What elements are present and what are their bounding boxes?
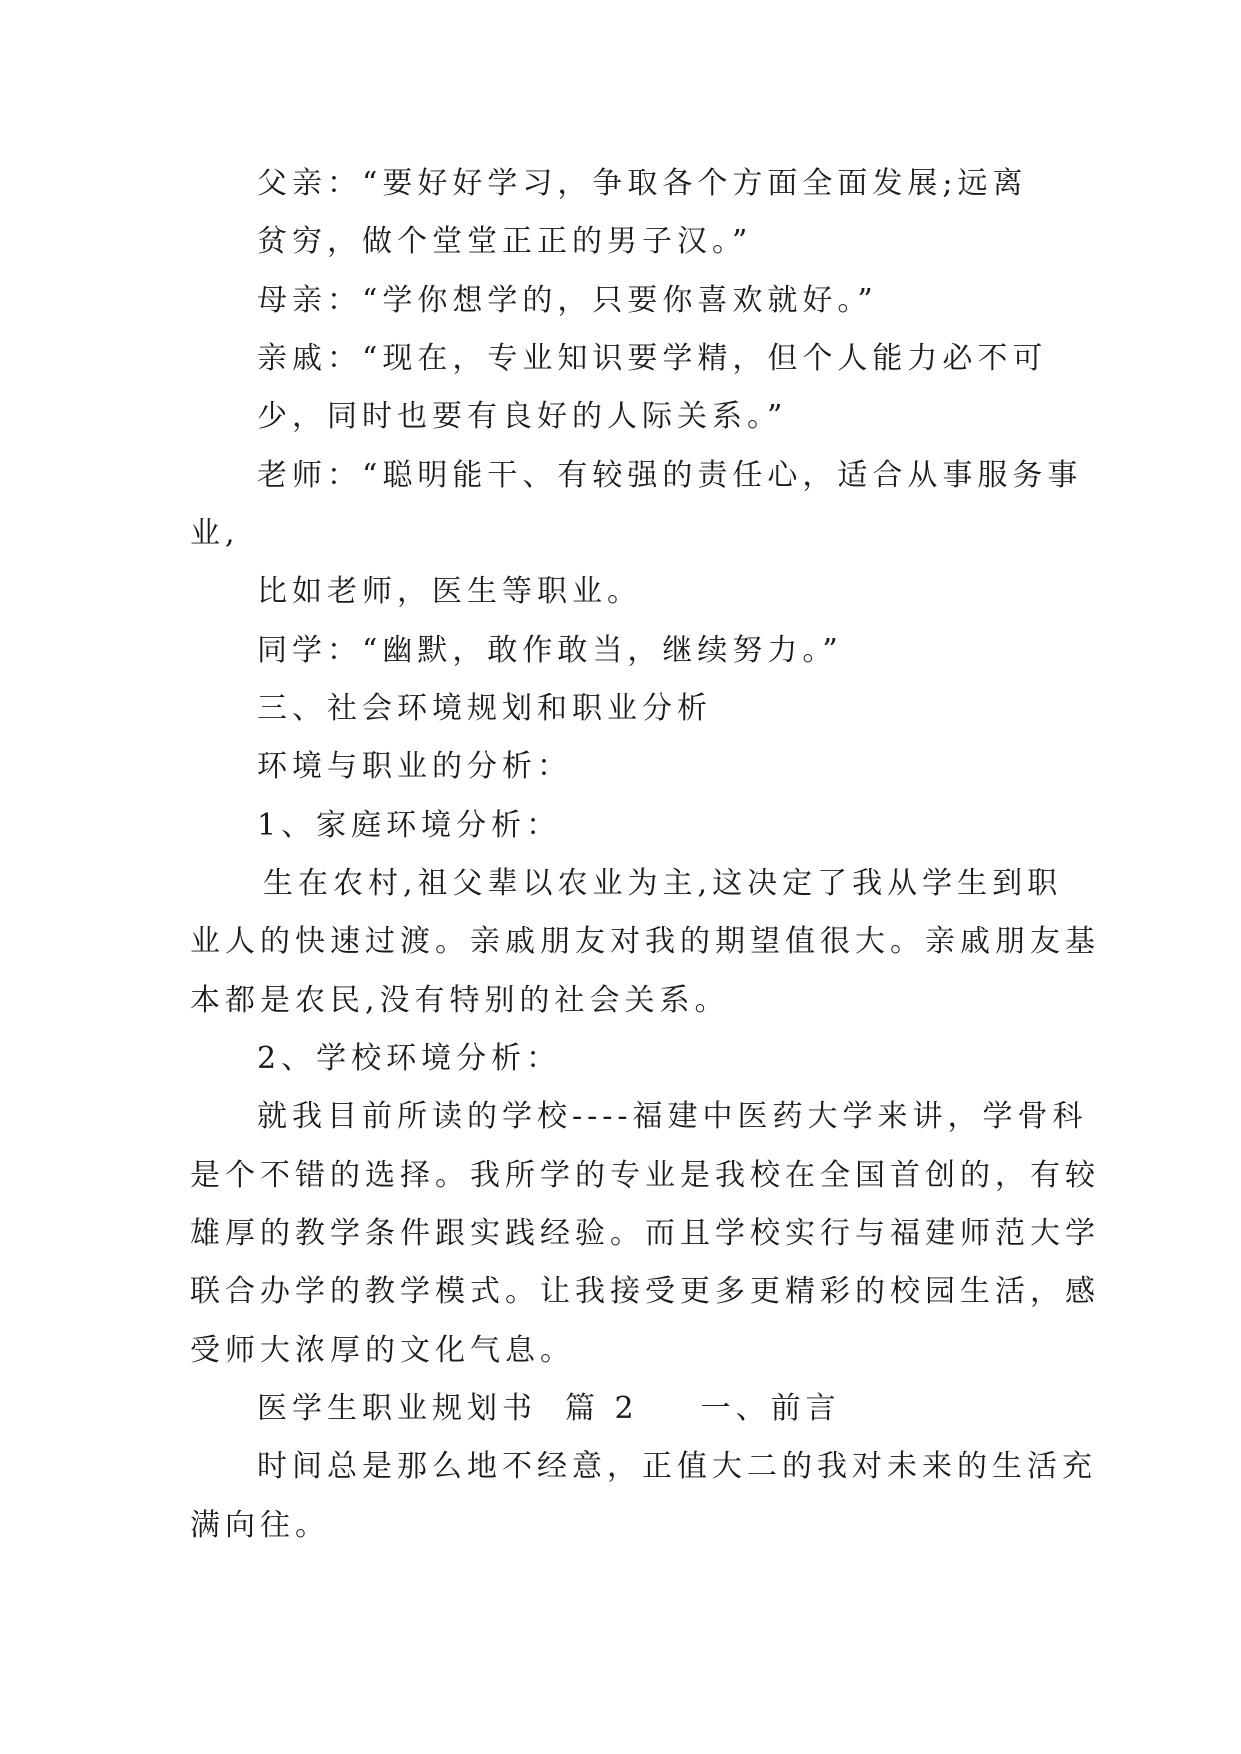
paragraph-classmate-quote: 同学：“幽默，敢作敢当，继续努力。” [257, 633, 843, 668]
paragraph-school-line4: 联合办学的教学模式。让我接受更多更精彩的校园生活，感 [190, 1274, 1100, 1309]
subheading-environment-career-analysis: 环境与职业的分析： [257, 749, 572, 784]
paragraph-teacher-quote-line3: 比如老师，医生等职业。 [257, 574, 642, 609]
paragraph-preface-line1: 时间总是那么地不经意，正值大二的我对未来的生活充 [257, 1449, 1097, 1484]
paragraph-family-line3: 本都是农民,没有特别的社会关系。 [190, 983, 730, 1018]
paragraph-family-line1: 生在农村,祖父辈以农业为主,这决定了我从学生到职 [263, 866, 1063, 901]
paragraph-relatives-quote-line1: 亲戚：“现在，专业知识要学精，但个人能力必不可 [257, 341, 1048, 376]
paragraph-school-line3: 雄厚的教学条件跟实践经验。而且学校实行与福建师范大学 [190, 1216, 1100, 1251]
paragraph-family-line2: 业人的快速过渡。亲戚朋友对我的期望值很大。亲戚朋友基 [190, 924, 1100, 959]
subheading-family-environment: 1、家庭环境分析： [257, 808, 562, 843]
paragraph-preface-line2: 满向往。 [190, 1508, 330, 1543]
subheading-school-environment: 2、学校环境分析： [257, 1041, 562, 1076]
article-title: 医学生职业规划书 [257, 1391, 537, 1426]
paragraph-father-quote-line2: 贫穷，做个堂堂正正的男子汉。” [257, 224, 753, 259]
section-heading-preface: 一、前言 [700, 1391, 841, 1426]
article-number: 篇 2 [565, 1391, 639, 1426]
paragraph-father-quote-line1: 父亲：“要好好学习，争取各个方面全面发展;远离 [257, 166, 1028, 201]
section-heading-social-environment: 三、社会环境规划和职业分析 [257, 691, 712, 726]
paragraph-teacher-quote-line1: 老师：“聪明能干、有较强的责任心，适合从事服务事 [257, 458, 1083, 493]
article-2-heading-row [257, 1389, 841, 1429]
paragraph-school-line1: 就我目前所读的学校----福建中医药大学来讲，学骨科 [257, 1099, 1088, 1134]
paragraph-school-line5: 受师大浓厚的文化气息。 [190, 1333, 575, 1368]
paragraph-relatives-quote-line2: 少，同时也要有良好的人际关系。” [257, 399, 788, 434]
paragraph-school-line2: 是个不错的选择。我所学的专业是我校在全国首创的，有较 [190, 1158, 1100, 1193]
paragraph-teacher-quote-line2: 业, [190, 516, 240, 551]
paragraph-mother-quote: 母亲：“学你想学的，只要你喜欢就好。” [257, 283, 878, 318]
